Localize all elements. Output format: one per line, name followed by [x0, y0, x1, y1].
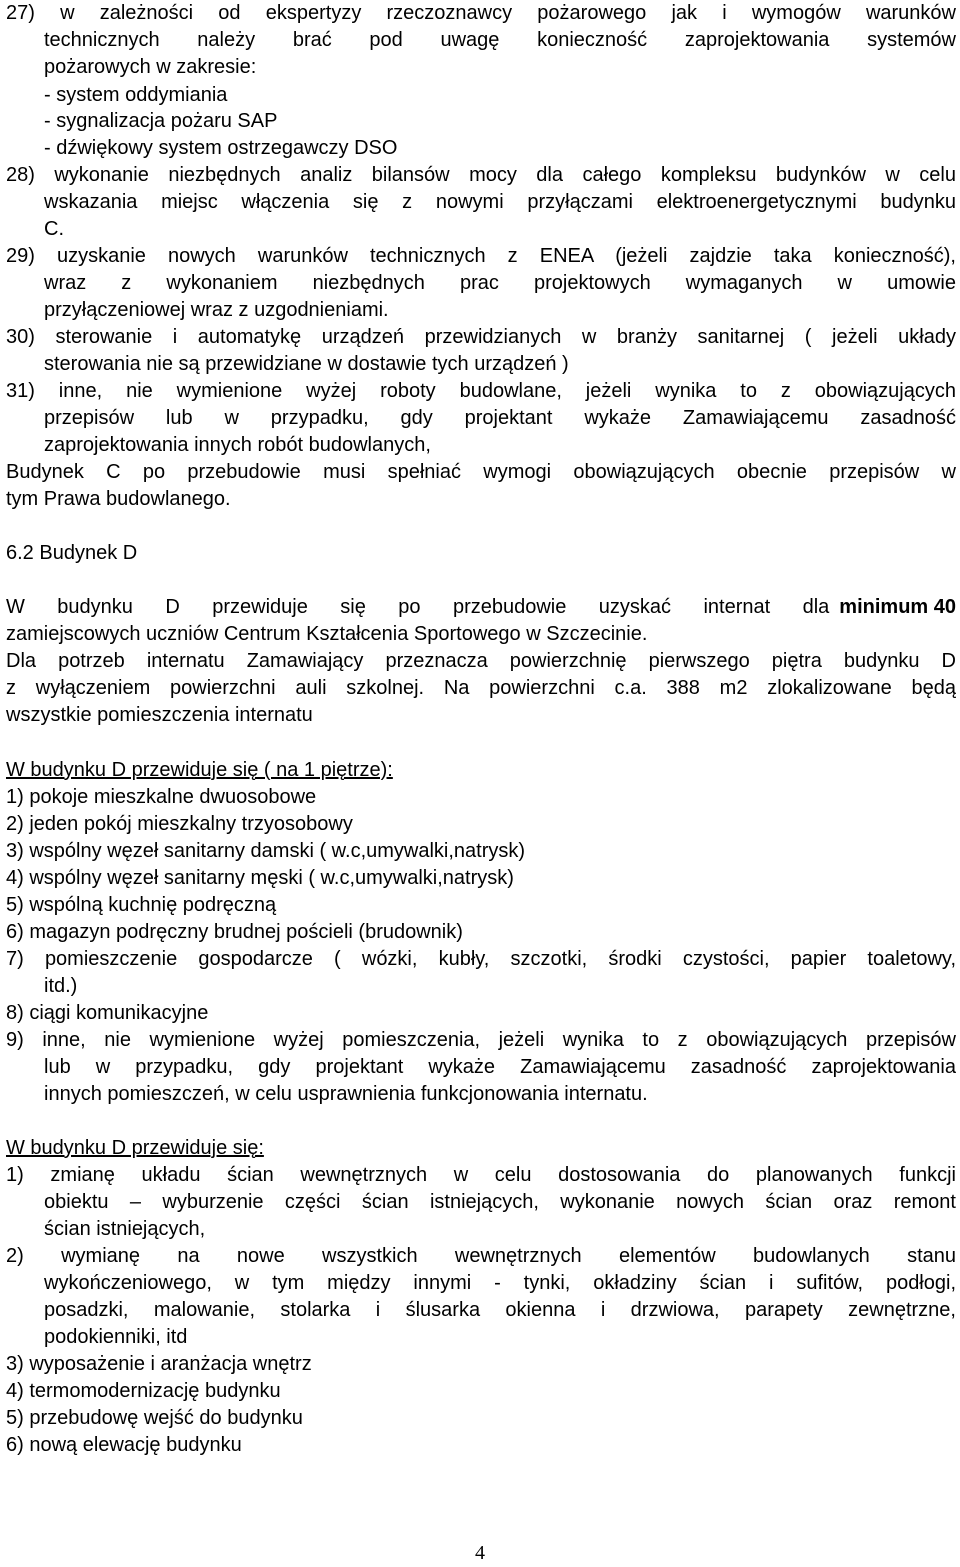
list-item: 1) zmianę układu ścian wewnętrznych w celu dostosowania do planowanych funkcji — [6, 1164, 956, 1186]
list-item: 4) termomodernizację budynku — [6, 1380, 281, 1402]
list-item-continuation: posadzki, malowanie, stolarka i ślusarka okienna i drzwiowa, parapety zewnętrzne, — [44, 1299, 956, 1321]
list-item: 7) pomieszczenie gospodarcze ( wózki, kubły, szczotki, środki czystości, papier toaletowy, — [6, 948, 956, 970]
text-line: 31) inne, nie wymienione wyżej roboty budowlane, jeżeli wynika to z obowiązujących — [6, 380, 956, 402]
text-line: - system oddymiania — [44, 84, 228, 106]
text-line: przyłączeniowej wraz z uzgodnieniami. — [44, 299, 389, 321]
text-line: pożarowych w zakresie: — [44, 56, 257, 78]
text-line — [6, 594, 956, 620]
text-line: wraz z wykonaniem niezbędnych prac projektowych wymaganych w umowie — [44, 272, 956, 294]
list-item: 1) pokoje mieszkalne dwuosobowe — [6, 786, 317, 808]
text-line: tym Prawa budowlanego. — [6, 488, 231, 510]
list-item: 6) nową elewację budynku — [6, 1434, 242, 1456]
list-item: 2) jeden pokój mieszkalny trzyosobowy — [6, 813, 353, 835]
list-item: 8) ciągi komunikacyjne — [6, 1002, 209, 1024]
text-line: 28) wykonanie niezbędnych analiz bilansów mocy dla całego kompleksu budynków w celu — [6, 164, 956, 186]
text-line: technicznych należy brać pod uwagę konieczność zaprojektowania systemów — [44, 29, 956, 51]
list-item: 2) wymianę na nowe wszystkich wewnętrznych elementów budowlanych stanu — [6, 1245, 956, 1267]
text-line: zaprojektowania innych robót budowlanych, — [44, 434, 431, 456]
list-item: 6) magazyn podręczny brudnej pościeli (brudownik) — [6, 921, 463, 943]
text-line: wszystkie pomieszczenia internatu — [6, 704, 313, 726]
text-line: - sygnalizacja pożaru SAP — [44, 110, 278, 132]
list-item-continuation: innych pomieszczeń, w celu usprawnienia funkcjonowania internatu. — [44, 1083, 648, 1105]
list-item: 3) wspólny węzeł sanitarny damski ( w.c,umywalki,natrysk) — [6, 840, 526, 862]
text-line: przepisów lub w przypadku, gdy projektant wykaże Zamawiającemu zasadność — [44, 407, 956, 429]
list-item: 4) wspólny węzeł sanitarny męski ( w.c,umywalki,natrysk) — [6, 867, 514, 889]
text-line: - dźwiękowy system ostrzegawczy DSO — [44, 137, 398, 159]
page-number: 4 — [475, 1542, 485, 1564]
text-line: Budynek C po przebudowie musi spełniać wymogi obowiązujących obecnie przepisów w — [6, 461, 956, 483]
list-item-continuation: obiektu – wyburzenie części ścian istniejących, wykonanie nowych ścian oraz remont — [44, 1191, 956, 1213]
bold-text: minimum 40 — [839, 596, 956, 618]
text-line: 27) w zależności od ekspertyzy rzeczoznawcy pożarowego jak i wymogów warunków — [6, 2, 956, 24]
section-heading: 6.2 Budynek D — [6, 542, 138, 564]
text-line: Dla potrzeb internatu Zamawiający przeznacza powierzchnię pierwszego piętra budynku D — [6, 650, 956, 672]
list-item-continuation: lub w przypadku, gdy projektant wykaże Zamawiającemu zasadność zaprojektowania — [44, 1056, 956, 1078]
list-item-continuation: wykończeniowego, w tym między innymi - tynki, okładziny ścian i sufitów, podłogi, — [44, 1272, 956, 1294]
list-item-continuation: ścian istniejących, — [44, 1218, 206, 1240]
text-line: 29) uzyskanie nowych warunków technicznych z ENEA (jeżeli zajdzie taka konieczność), — [6, 245, 956, 267]
text-line: C. — [44, 218, 64, 240]
underlined-heading: W budynku D przewiduje się ( na 1 piętrze): — [6, 759, 393, 781]
underlined-heading-row — [6, 1135, 956, 1161]
text-line: z wyłączeniem powierzchni auli szkolnej. Na powierzchni c.a. 388 m2 zlokalizowane będą — [6, 677, 956, 699]
list-item-continuation: itd.) — [44, 975, 78, 997]
list-item-continuation: podokienniki, itd — [44, 1326, 188, 1348]
text-line: zamiejscowych uczniów Centrum Kształcenia Sportowego w Szczecinie. — [6, 623, 648, 645]
text-line: wskazania miejsc włączenia się z nowymi przyłączami elektroenergetycznymi budynku — [44, 191, 956, 213]
underlined-heading-row — [6, 757, 956, 783]
list-item: 5) przebudowę wejść do budynku — [6, 1407, 303, 1429]
list-item: 5) wspólną kuchnię podręczną — [6, 894, 277, 916]
text-segment: W budynku D przewiduje się po przebudowie uzyskać internat dla — [6, 596, 830, 618]
text-line: 30) sterowanie i automatykę urządzeń przewidzianych w branży sanitarnej ( jeżeli układy — [6, 326, 956, 348]
list-item: 9) inne, nie wymienione wyżej pomieszczenia, jeżeli wynika to z obowiązujących przepisów — [6, 1029, 956, 1051]
text-line: sterowania nie są przewidziane w dostawie tych urządzeń ) — [44, 353, 569, 375]
underlined-heading: W budynku D przewiduje się: — [6, 1137, 264, 1159]
list-item: 3) wyposażenie i aranżacja wnętrz — [6, 1353, 312, 1375]
